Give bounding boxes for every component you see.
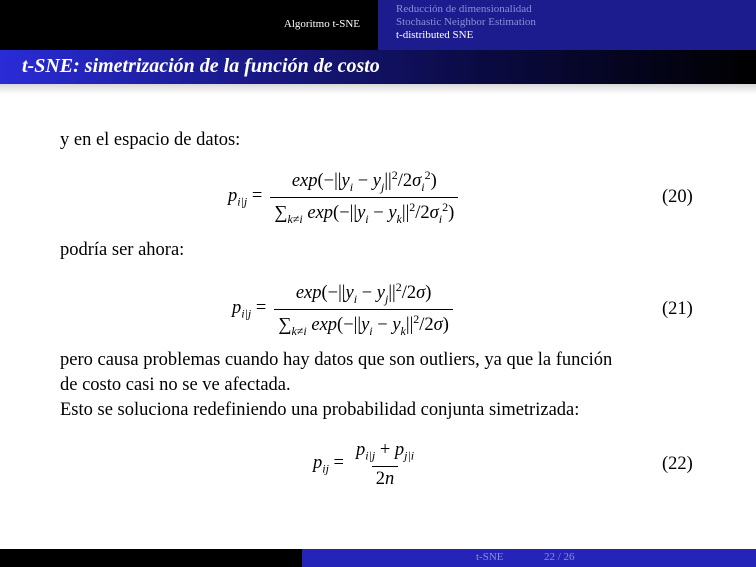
- title-shadow: [0, 84, 756, 94]
- equation-22: [0, 440, 756, 496]
- footer-bar: [0, 549, 756, 567]
- header-navigation: [0, 0, 756, 50]
- nav-subsection-sne[interactable]: Stochastic Neighbor Estimation: [396, 16, 536, 28]
- frame-title: t-SNE: simetrización de la función de costo: [22, 55, 380, 77]
- nav-section-panel: [0, 0, 378, 50]
- nav-subsection-panel: [378, 0, 756, 50]
- equation-20-formula: $p_{i|j}$ = $\frac{\exp(-||y_i - y_j||^2/2\sigma_i^2)}{\sum_{k\ne i} \exp(-||y_i - y_k||^2/2\sigma_i^2)}$: [228, 168, 458, 227]
- equation-22-number: (22): [662, 454, 693, 474]
- text-outliers-line2: de costo casi no se ve afectada.: [60, 375, 291, 395]
- nav-subsection-tsne[interactable]: t-distributed SNE: [396, 29, 474, 41]
- equation-20: [0, 168, 756, 228]
- frame-title-bar: [0, 50, 756, 84]
- footer-short-title: t-SNE: [476, 551, 504, 563]
- equation-21-number: (21): [662, 299, 693, 319]
- nav-subsection-list: [378, 0, 756, 42]
- equation-22-formula: $p_{ij}$ = $\frac{p_{i|j} + p_{j|i}}{2n}$: [313, 440, 415, 489]
- footer-left-panel: [0, 549, 302, 567]
- equation-21-formula: $p_{i|j}$ = $\frac{\exp(-||y_i - y_j||^2/2\sigma)}{\sum_{k\ne i} \exp(-||y_i - y_k||^2/2\sigma)}$: [232, 280, 453, 339]
- footer-right-panel: [302, 549, 756, 567]
- page-number: 22 / 26: [544, 551, 575, 563]
- text-podria-ser: podría ser ahora:: [60, 240, 185, 260]
- equation-20-number: (20): [662, 187, 693, 207]
- text-outliers-line1: pero causa problemas cuando hay datos que son outliers, ya que la función: [60, 350, 613, 370]
- nav-section-link[interactable]: Algoritmo t-SNE: [283, 18, 360, 30]
- text-simetrizada: Esto se soluciona redefiniendo una probabilidad conjunta simetrizada:: [60, 400, 580, 420]
- equation-21: [0, 280, 756, 340]
- intro-text: y en el espacio de datos:: [60, 130, 241, 150]
- nav-subsection-reduccion[interactable]: Reducción de dimensionalidad: [396, 3, 532, 15]
